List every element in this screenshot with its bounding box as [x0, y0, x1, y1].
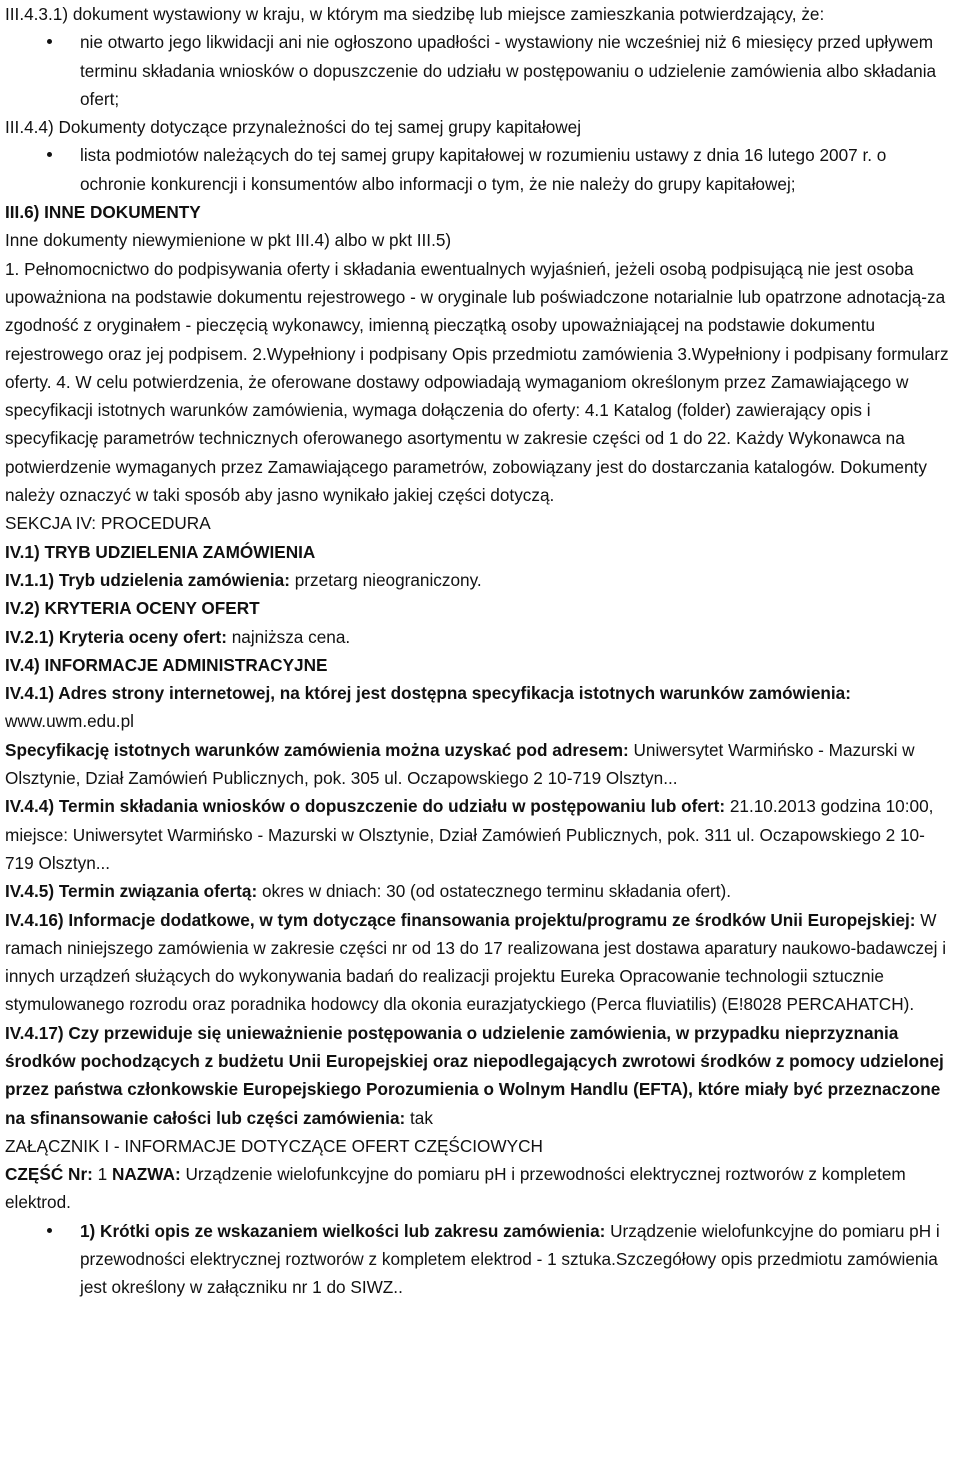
heading-kryteria: IV.2) KRYTERIA OCENY OFERT — [5, 598, 260, 619]
field-label: IV.4.17) Czy przewiduje się unieważnienie postępowania o udzielenie zamówienia, w przypadku nieprzyznania środków pochodzących z budżetu Unii Europejskiej oraz niepodlegających zwrotowi środków z pomocy udzielonej przez państwa członkowskie Europejskiego Porozumienia o Wolnym Handlu (EFTA), które miały być przeznaczone na sfinansowanie całości lub części zamówienia: — [5, 1022, 944, 1128]
heading-tryb: IV.1) TRYB UDZIELENIA ZAMÓWIENIA — [5, 541, 316, 562]
field-label: 1) Krótki opis ze wskazaniem wielkości lub zakresu zamówienia: — [80, 1220, 606, 1241]
bullet-icon — [47, 39, 52, 44]
bullet-icon — [47, 1228, 52, 1233]
field-label: IV.4.4) Termin składania wniosków o dopuszczenie do udziału w postępowaniu lub ofert: — [5, 796, 726, 817]
bullet-item-likwidacja — [5, 28, 952, 113]
bullet-icon — [47, 152, 52, 157]
bullet-text: nie otwarto jego likwidacji ani nie ogłoszono upadłości - wystawiony nie wcześniej niż 6 miesięcy przed upływem terminu składania wniosków o dopuszczenie do udziału w postępowaniu o udzielenie zamówienia albo składania ofert; — [80, 32, 937, 109]
field-label: IV.4.16) Informacje dodatkowe, w tym dotyczące finansowania projektu/programu ze środków Unii Europejskiej: — [5, 909, 916, 930]
field-label: CZĘŚĆ Nr: — [5, 1164, 93, 1185]
bullet-item-grupa-kapitalowa — [5, 141, 952, 198]
field-informacje-dodatkowe — [5, 906, 952, 1019]
field-value: www.uwm.edu.pl — [5, 711, 134, 732]
heading-inne-dokumenty: III.6) INNE DOKUMENTY — [5, 202, 201, 223]
field-value: 1 — [92, 1164, 112, 1185]
field-value: Urządzenie wielofunkcyjne do pomiaru pH i przewodności elektrycznej roztworów z kompletem elektrod. — [5, 1164, 906, 1213]
field-value: W ramach niniejszego zamówienia w zakresie części nr od 13 do 17 realizowana jest dostawa aparatury naukowo-badawczej i innych urządzeń służących do wykonywania badań do realizacji projektu Eureka Opracowanie technologii sztucznie stymulowanego rozrodu oraz poradnika hodowcy dla okonia eurazjatyckiego (Perca fluviatilis) (E!8028 PERCAHATCH). — [5, 909, 947, 1015]
bullet-text: lista podmiotów należących do tej samej grupy kapitałowej w rozumieniu ustawy z dnia 16 lutego 2007 r. o ochronie konkurencji i konsumentów albo informacji o tym, że nie należy do grupy kapitałowej; — [80, 145, 887, 194]
field-value: 21.10.2013 godzina 10:00, miejsce: Uniwersytet Warmińsko - Mazurski w Olsztynie, Dział Zamówień Publicznych, pok. 311 ul. Oczapowskiego 2 10-719 Olsztyn... — [5, 796, 934, 873]
section-title-procedura: SEKCJA IV: PROCEDURA — [5, 513, 211, 534]
field-value: Uniwersytet Warmińsko - Mazurski w Olsztynie, Dział Zamówień Publicznych, pok. 305 ul. Oczapowskiego 2 10-719 Olsztyn... — [5, 739, 915, 789]
heading-informacje-administracyjne: IV.4) INFORMACJE ADMINISTRACYJNE — [5, 654, 328, 675]
field-label: IV.1.1) Tryb udzielenia zamówienia: — [5, 569, 290, 590]
field-termin-skladania — [5, 792, 952, 877]
field-termin-zwiazania — [5, 877, 952, 905]
field-adres-strony — [5, 679, 952, 736]
field-value: Urządzenie wielofunkcyjne do pomiaru pH i przewodności elektrycznej roztworów z kompletem elektrod - 1 sztuka.Szczegółowy opis przedmiotu zamówienia jest określony w załączniku nr 1 do SIWZ.. — [80, 1220, 940, 1298]
field-specyfikacja — [5, 736, 952, 793]
annex-title: ZAŁĄCZNIK I - INFORMACJE DOTYCZĄCE OFERT CZĘŚCIOWYCH — [5, 1135, 543, 1156]
bullet-item-opis — [5, 1217, 952, 1302]
field-uniewaznienie — [5, 1019, 952, 1132]
paragraph-pelnomocnictwo: 1. Pełnomocnictwo do podpisywania oferty i składania ewentualnych wyjaśnień, jeżeli osobą podpisującą nie jest osoba upoważniona na podstawie dokumentu rejestrowego - w oryginale lub poświadczone notarialnie lub opatrzone adnotacją-za zgodność z oryginałem - pieczęcią wykonawcy, imienną pieczątką osoby upoważniającej na podstawie dokumentu rejestrowego oraz jej podpisem. 2.Wypełniony i podpisany Opis przedmiotu zamówienia 3.Wypełniony i podpisany formularz oferty. 4. W celu potwierdzenia, że oferowane dostawy odpowiadają wymaganiom określonym przez Zamawiającego w specyfikacji istotnych warunków zamówienia, wymaga dołączenia do oferty: 4.1 Katalog (folder) zawierający opis i specyfikację parametrów technicznych oferowanego asortymentu w zakresie części od 1 do 22. Każdy Wykonawca na potwierdzenie wymaganych przez Zamawiającego parametrów, zobowiązany jest do dostarczania katalogów. Dokumenty należy oznaczyć w taki sposób aby jasno wynikało jakiej części dotyczą. — [5, 258, 949, 506]
field-value: tak — [405, 1107, 433, 1128]
field-tryb — [5, 566, 952, 594]
field-value: okres w dniach: 30 (od ostatecznego terminu składania ofert). — [257, 881, 732, 902]
field-value: najniższa cena. — [226, 626, 351, 647]
field-label: IV.4.5) Termin związania ofertą: — [5, 881, 258, 902]
paragraph-inne-dokumenty-intro: Inne dokumenty niewymienione w pkt III.4) albo w pkt III.5) — [5, 230, 452, 251]
field-label: IV.2.1) Kryteria oceny ofert: — [5, 626, 227, 647]
field-kryteria — [5, 623, 952, 651]
field-value: przetarg nieograniczony. — [289, 569, 482, 590]
paragraph-iii-4-3-1: III.4.3.1) dokument wystawiony w kraju, w którym ma siedzibę lub miejsce zamieszkania potwierdzający, że: — [5, 4, 825, 24]
paragraph-iii-4-4: III.4.4) Dokumenty dotyczące przynależności do tej samej grupy kapitałowej — [5, 117, 582, 138]
field-label: NAZWA: — [111, 1164, 181, 1185]
field-label: Specyfikację istotnych warunków zamówienia można uzyskać pod adresem: — [5, 739, 629, 760]
field-czesc — [5, 1160, 952, 1217]
field-label: IV.4.1) Adres strony internetowej, na której jest dostępna specyfikacja istotnych warunków zamówienia: — [5, 683, 851, 704]
